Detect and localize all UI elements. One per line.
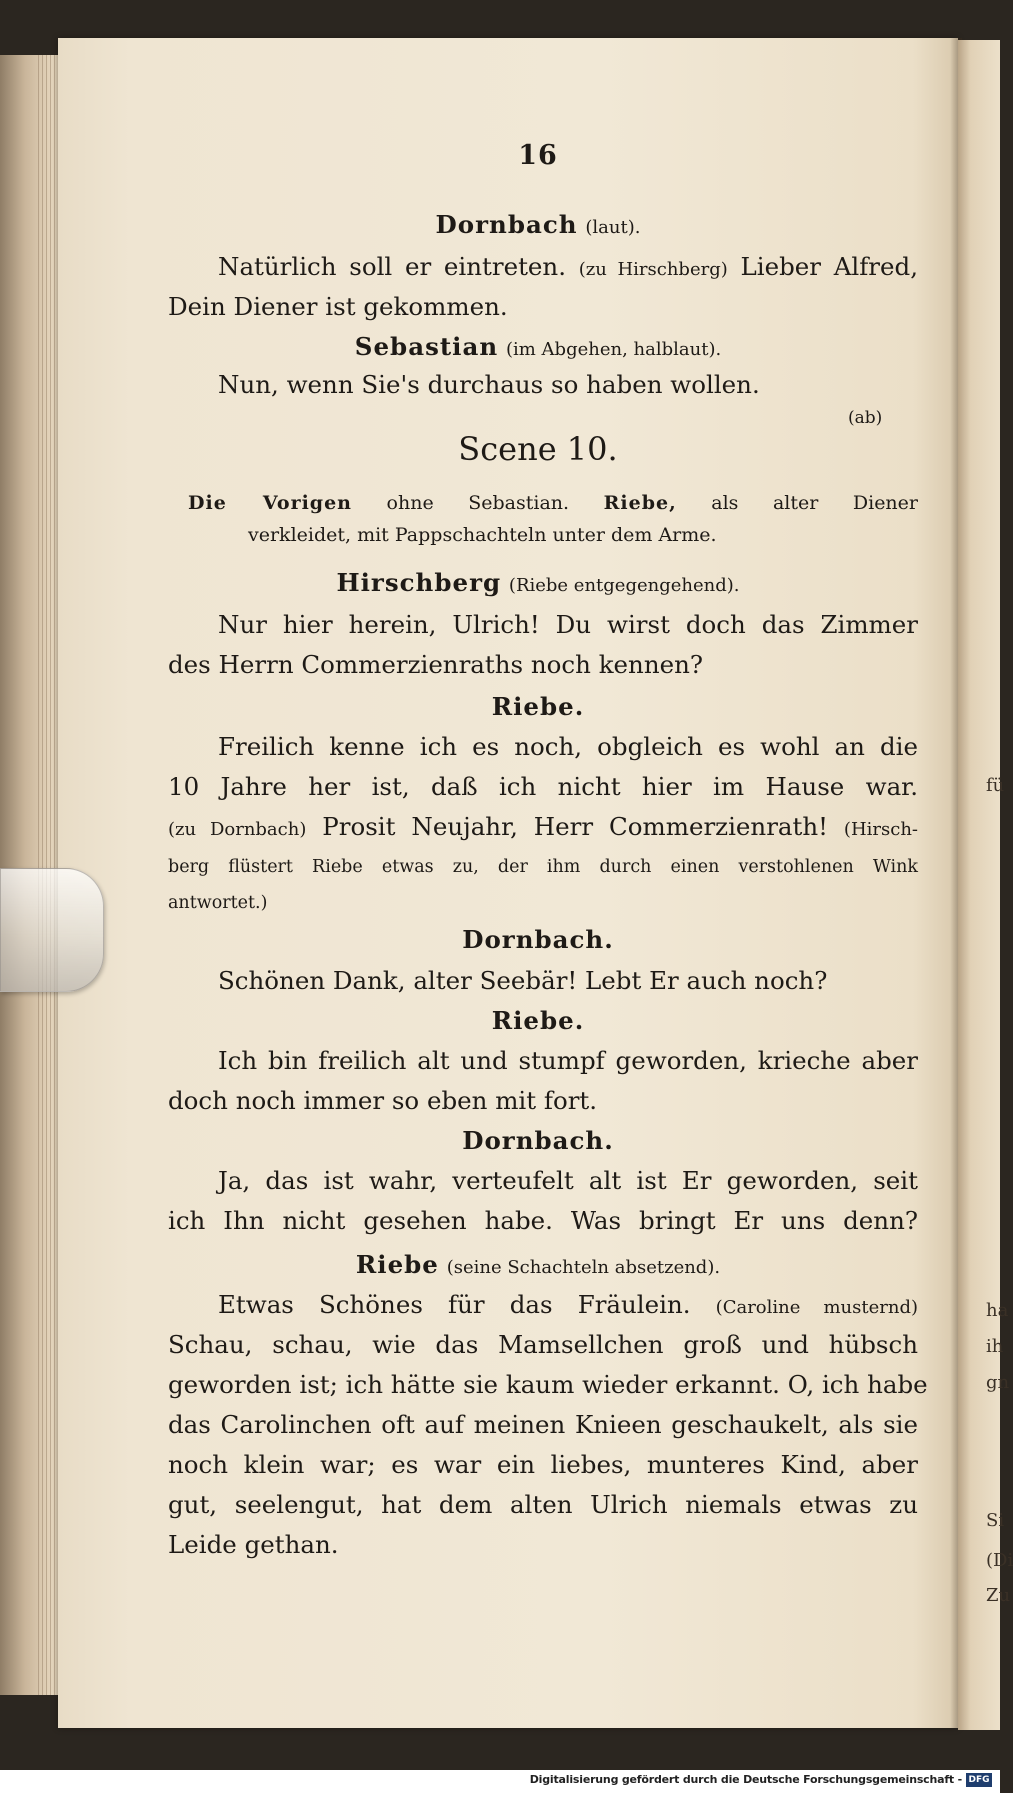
text-line: gut, seelengut, hat dem alten Ulrich niemals etwas zu	[168, 1490, 918, 1519]
speaker-name: Riebe.	[491, 1006, 585, 1035]
stage-direction: (zu Dornbach)	[168, 819, 307, 840]
text-line	[218, 1290, 918, 1323]
text-line: Nur hier herein, Ulrich! Du wirst doch das Zimmer	[218, 610, 918, 639]
text-line: geworden ist; ich hätte sie kaum wieder erkannt. O, ich habe	[168, 1370, 928, 1399]
text-line	[218, 252, 918, 285]
speaker-name: Hirschberg	[336, 568, 502, 597]
text-line	[188, 488, 918, 518]
stage-direction-line: berg flüstert Riebe etwas zu, der ihm durch einen verstohlenen Wink	[168, 857, 918, 877]
stage-direction: (laut).	[585, 217, 641, 238]
speaker-name: Sebastian	[354, 332, 499, 361]
stage-direction: (ab)	[848, 408, 883, 428]
text-line: noch klein war; es war ein liebes, munteres Kind, aber	[168, 1450, 918, 1479]
dialogue: Prosit Neujahr, Herr Commerzienrath!	[322, 812, 828, 841]
stage-direction: ohne Sebastian.	[386, 492, 570, 514]
speaker-line	[158, 568, 918, 601]
speaker-line	[158, 1250, 918, 1283]
stage-direction: (Hirsch-	[843, 819, 918, 840]
speaker-name: Dornbach.	[462, 925, 614, 954]
stage-direction: (seine Schachteln absetzend).	[446, 1257, 721, 1278]
text-line	[168, 812, 918, 845]
facing-page-edge	[958, 40, 1000, 1730]
facing-page-fragment: ha	[986, 1300, 1009, 1321]
dialogue: Lieber Alfred,	[740, 252, 918, 281]
stage-direction-line: antwortet.)	[168, 893, 268, 913]
page-number: 16	[518, 140, 558, 171]
facing-page-fragment: fü	[986, 775, 1005, 796]
speaker-line	[158, 692, 918, 722]
speaker-line	[158, 1126, 918, 1156]
stage-direction: (im Abgehen, halblaut).	[505, 339, 722, 360]
text-line: ich Ihn nicht gesehen habe. Was bringt Er uns denn?	[168, 1206, 918, 1235]
speaker-line	[158, 210, 918, 243]
text-line: des Herrn Commerzienraths noch kennen?	[168, 650, 704, 679]
speaker-line	[158, 925, 918, 955]
facing-page-fragment: Si	[986, 1510, 1005, 1531]
stage-direction: (Caroline musternd)	[715, 1297, 918, 1318]
speaker-name: Riebe.	[491, 692, 585, 721]
stage-direction: (Riebe entgegengehend).	[508, 575, 740, 596]
text-line: Ich bin freilich alt und stumpf geworden, krieche aber	[218, 1046, 918, 1075]
speaker-line	[158, 1006, 918, 1036]
facing-page-fragment: Zu	[986, 1585, 1011, 1606]
stage-direction: (zu Hirschberg)	[578, 259, 728, 280]
text-line: Schau, schau, wie das Mamsellchen groß und hübsch	[168, 1330, 918, 1359]
facing-page-fragment: ih	[986, 1336, 1004, 1357]
dfg-logo: DFG	[966, 1773, 992, 1787]
text-line: Freilich kenne ich es noch, obgleich es wohl an die	[218, 732, 918, 761]
character-name: Die Vorigen	[188, 492, 352, 514]
text-line: verkleidet, mit Pappschachteln unter dem Arme.	[248, 524, 717, 546]
text-line: doch noch immer so eben mit fort.	[168, 1086, 598, 1115]
digitization-credit: Digitalisierung gefördert durch die Deutsche Forschungsgemeinschaft -	[529, 1773, 962, 1786]
speaker-line	[158, 332, 918, 365]
stage-direction: als alter Diener	[711, 492, 918, 514]
text-line: Dein Diener ist gekommen.	[168, 292, 508, 321]
page-clip	[0, 868, 104, 992]
text-line: 10 Jahre her ist, daß ich nicht hier im Hause war.	[168, 772, 918, 801]
scene-heading: Scene 10.	[458, 430, 618, 468]
text-line: das Carolinchen oft auf meinen Knieen geschaukelt, als sie	[168, 1410, 918, 1439]
text-line: Nun, wenn Sie's durchaus so haben wollen.	[218, 370, 760, 399]
character-name: Riebe,	[603, 492, 677, 514]
text-line: Schönen Dank, alter Seebär! Lebt Er auch noch?	[218, 966, 828, 995]
text-line: Leide gethan.	[168, 1530, 339, 1559]
dialogue: Etwas Schönes für das Fräulein.	[218, 1290, 691, 1319]
text-line: Ja, das ist wahr, verteufelt alt ist Er geworden, seit	[218, 1166, 918, 1195]
speaker-name: Riebe	[355, 1250, 439, 1279]
speaker-name: Dornbach	[435, 210, 578, 239]
facing-page-fragment: (Di	[986, 1550, 1013, 1571]
facing-page-fragment: gn	[986, 1372, 1010, 1393]
speaker-name: Dornbach.	[462, 1126, 614, 1155]
dialogue: Natürlich soll er eintreten.	[218, 252, 566, 281]
